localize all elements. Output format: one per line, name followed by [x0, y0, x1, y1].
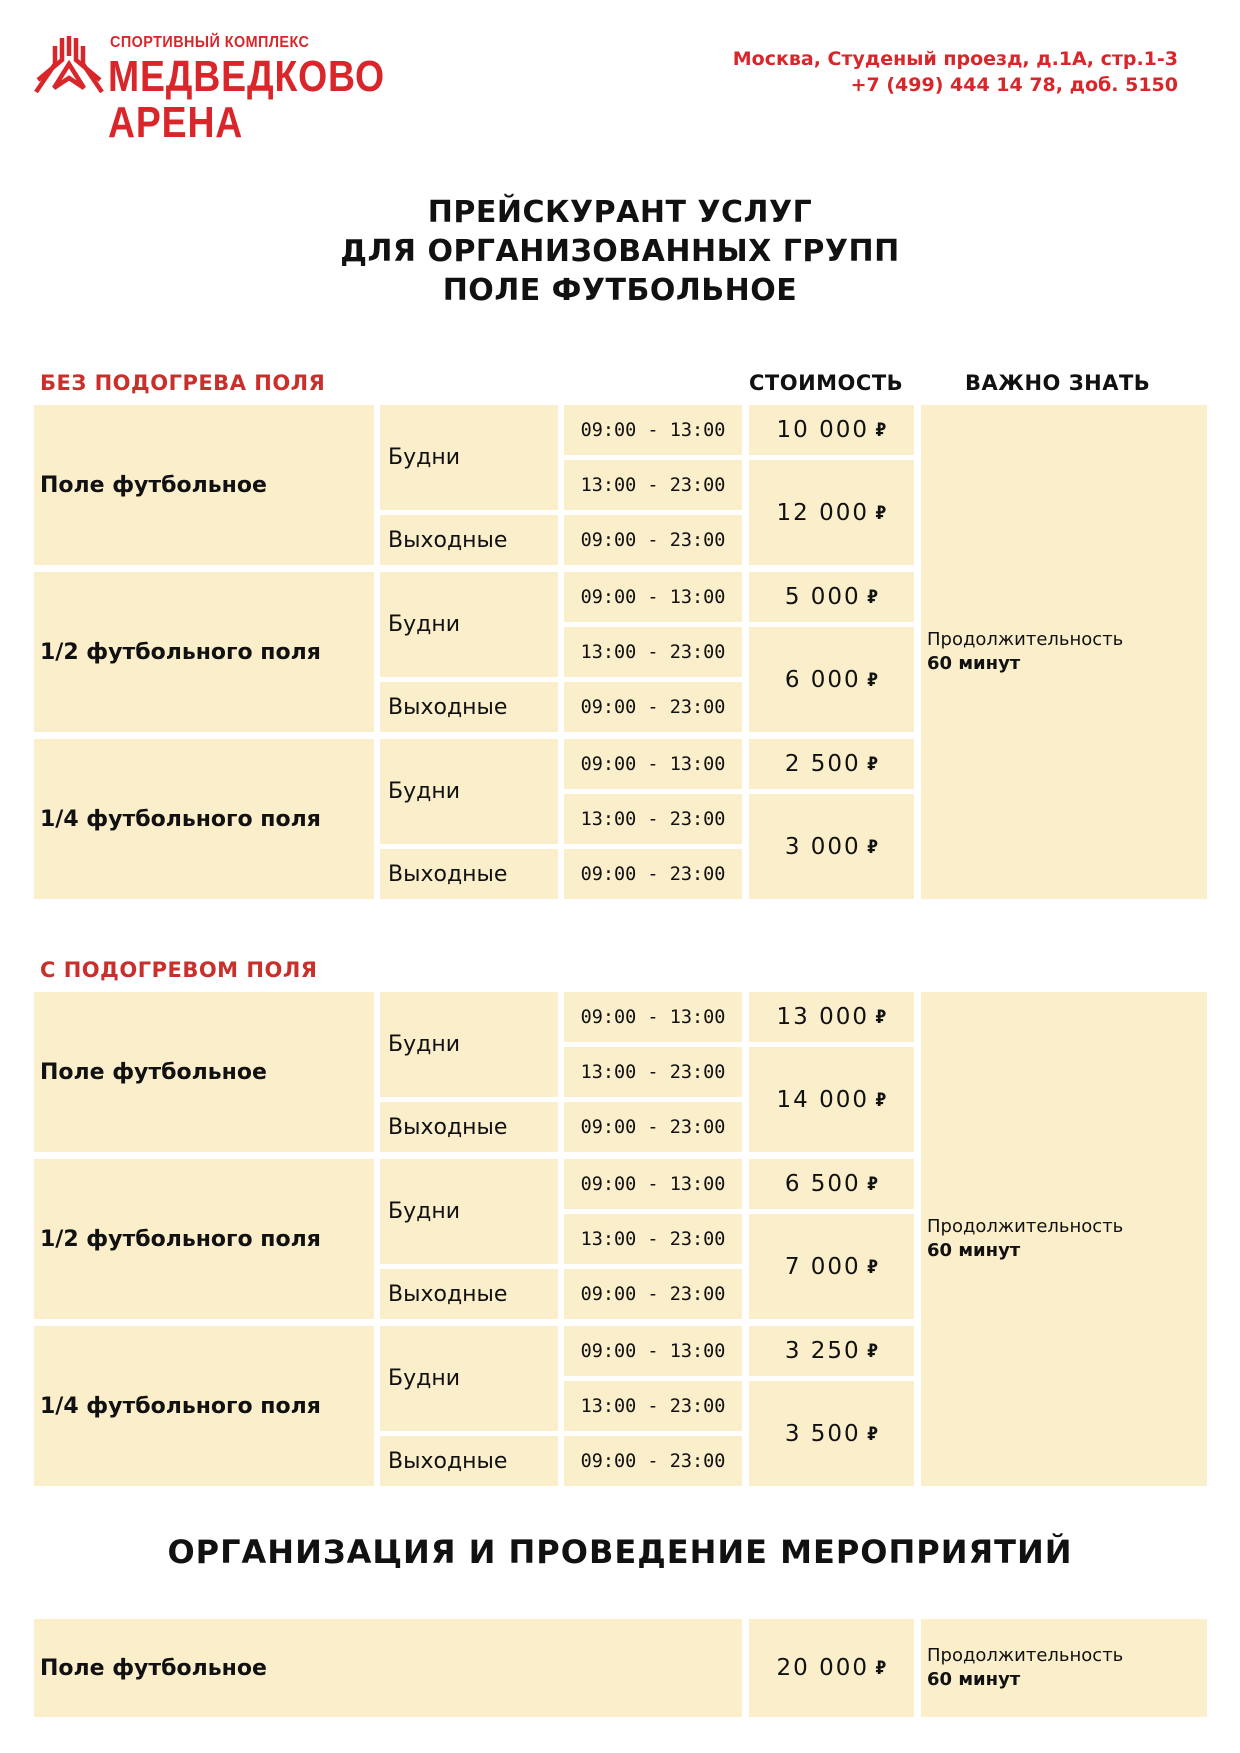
price-cell-morning: [749, 992, 914, 1042]
price-value: 10 000: [776, 417, 870, 443]
column-header-note: ВАЖНО ЗНАТЬ: [965, 371, 1151, 395]
day-cell-weekend: [380, 515, 558, 565]
price-value: 3 500: [784, 1420, 861, 1447]
title-line-3: ПОЛЕ ФУТБОЛЬНОЕ: [442, 273, 798, 308]
field-cell-half-text: 1/2 футбольного поля: [40, 1226, 321, 1252]
note-cell: [921, 405, 1207, 899]
event-price-cell: [749, 1619, 914, 1717]
price-cell-morning: [749, 1326, 914, 1376]
day-cell-weekdays-text: Будни: [388, 1199, 461, 1224]
field-cell-full-text: Поле футбольное: [40, 472, 267, 498]
logo-subtitle: СПОРТИВНЫЙ КОМПЛЕКС: [110, 34, 310, 51]
day-cell-weekend: [380, 1102, 558, 1152]
price-cell-rest: [749, 794, 914, 899]
time-cell-evening-text: 13:00 - 23:00: [580, 641, 726, 663]
price-value: 14 000: [776, 1086, 870, 1113]
time-cell-morning-text: 09:00 - 13:00: [580, 1340, 726, 1362]
day-cell-weekend-text: Выходные: [388, 527, 508, 553]
contacts: [733, 46, 1178, 98]
event-price-value: 20 000: [776, 1655, 870, 1681]
field-cell-full-text: Поле футбольное: [40, 1059, 267, 1085]
day-cell-weekend: [380, 849, 558, 899]
day-cell-weekend-text: Выходные: [388, 1448, 508, 1474]
price-cell-rest: [749, 1381, 914, 1486]
time-cell-evening-text: 13:00 - 23:00: [580, 808, 726, 830]
time-cell-allday-text: 09:00 - 23:00: [580, 696, 726, 718]
time-cell-evening-text: 13:00 - 23:00: [580, 1395, 726, 1417]
price-value: 5 000: [784, 584, 861, 610]
time-cell-morning: [564, 1326, 742, 1376]
price-value: 2 500: [784, 751, 861, 777]
page-title: [0, 193, 1240, 310]
time-cell-allday: [564, 682, 742, 732]
field-cell-quarter-text: 1/4 футбольного поля: [40, 1393, 321, 1419]
price-cell-rest: [749, 460, 914, 565]
ruble-icon: ₽: [866, 586, 879, 608]
note-value: 60 минут: [927, 653, 1021, 674]
field-cell-half: [34, 572, 374, 732]
time-cell-morning-text: 09:00 - 13:00: [580, 586, 726, 608]
time-cell-evening: [564, 460, 742, 510]
price-cell-rest: [749, 627, 914, 732]
note-cell: [921, 992, 1207, 1486]
time-cell-allday: [564, 1269, 742, 1319]
day-cell-weekend-text: Выходные: [388, 694, 508, 720]
price-value: 6 000: [784, 666, 861, 693]
price-cell-morning: [749, 739, 914, 789]
time-cell-evening-text: 13:00 - 23:00: [580, 1228, 726, 1250]
field-cell-quarter: [34, 739, 374, 899]
logo-name: МЕДВЕДКОВО АРЕНА: [108, 52, 385, 147]
time-cell-evening: [564, 1381, 742, 1431]
ruble-icon: ₽: [875, 1657, 887, 1679]
field-cell-quarter-text: 1/4 футбольного поля: [40, 806, 321, 832]
event-note-cell: [921, 1619, 1207, 1717]
field-cell-half-text: 1/2 футбольного поля: [40, 639, 321, 665]
time-cell-morning: [564, 1159, 742, 1209]
day-cell-weekend-text: Выходные: [388, 1114, 508, 1140]
time-cell-morning-text: 09:00 - 13:00: [580, 1006, 726, 1028]
price-value: 3 250: [784, 1338, 861, 1364]
section-label-heating: С ПОДОГРЕВОМ ПОЛЯ: [40, 958, 318, 982]
time-cell-allday-text: 09:00 - 23:00: [580, 529, 726, 551]
time-cell-allday-text: 09:00 - 23:00: [580, 1283, 726, 1305]
price-value: 6 500: [784, 1171, 861, 1197]
logo: [34, 34, 484, 147]
day-cell-weekdays: [380, 992, 558, 1097]
time-cell-allday-text: 09:00 - 23:00: [580, 1116, 726, 1138]
note-label: Продолжительность: [927, 1216, 1124, 1237]
time-cell-morning-text: 09:00 - 13:00: [580, 1173, 726, 1195]
time-cell-allday-text: 09:00 - 23:00: [580, 863, 726, 885]
field-cell-half: [34, 1159, 374, 1319]
note-value: 60 минут: [927, 1240, 1021, 1261]
time-cell-allday: [564, 515, 742, 565]
price-cell-morning: [749, 1159, 914, 1209]
time-cell-morning: [564, 405, 742, 455]
ruble-icon: ₽: [866, 1173, 879, 1195]
time-cell-morning: [564, 572, 742, 622]
time-cell-morning-text: 09:00 - 13:00: [580, 753, 726, 775]
day-cell-weekend: [380, 1436, 558, 1486]
time-cell-allday: [564, 1102, 742, 1152]
price-cell-rest: [749, 1214, 914, 1319]
price-cell-morning: [749, 572, 914, 622]
address: Москва, Студеный проезд, д.1А, стр.1-3: [732, 48, 1178, 70]
section-label-no-heating: БЕЗ ПОДОГРЕВА ПОЛЯ: [40, 371, 326, 395]
day-cell-weekdays-text: Будни: [388, 1366, 461, 1391]
ruble-icon: ₽: [866, 1340, 879, 1362]
price-cell-morning: [749, 405, 914, 455]
logo-emblem-icon: [34, 34, 104, 100]
title-line-1: ПРЕЙСКУРАНТ УСЛУГ: [427, 195, 813, 230]
ruble-icon: ₽: [875, 501, 887, 524]
day-cell-weekend: [380, 682, 558, 732]
ruble-icon: ₽: [866, 1422, 879, 1445]
time-cell-evening-text: 13:00 - 23:00: [580, 1061, 726, 1083]
day-cell-weekdays-text: Будни: [388, 612, 461, 637]
time-cell-allday-text: 09:00 - 23:00: [580, 1450, 726, 1472]
day-cell-weekdays: [380, 739, 558, 844]
ruble-icon: ₽: [866, 668, 879, 691]
price-value: 12 000: [776, 499, 870, 526]
note-label: Продолжительность: [927, 1645, 1124, 1666]
day-cell-weekdays: [380, 572, 558, 677]
time-cell-evening: [564, 627, 742, 677]
field-cell-full: [34, 405, 374, 565]
price-value: 7 000: [784, 1253, 861, 1280]
time-cell-evening: [564, 1047, 742, 1097]
ruble-icon: ₽: [866, 1255, 879, 1278]
field-cell-quarter: [34, 1326, 374, 1486]
time-cell-morning: [564, 739, 742, 789]
time-cell-evening: [564, 794, 742, 844]
price-cell-rest: [749, 1047, 914, 1152]
price-value: 13 000: [776, 1004, 870, 1030]
note-label: Продолжительность: [927, 629, 1124, 650]
ruble-icon: ₽: [866, 835, 879, 858]
price-value: 3 000: [784, 833, 861, 860]
column-header-price: СТОИМОСТЬ: [749, 371, 904, 395]
time-cell-morning-text: 09:00 - 13:00: [580, 419, 726, 441]
day-cell-weekdays: [380, 1159, 558, 1264]
note-value: 60 минут: [927, 1669, 1021, 1690]
day-cell-weekdays-text: Будни: [388, 445, 461, 470]
time-cell-evening-text: 13:00 - 23:00: [580, 474, 726, 496]
time-cell-allday: [564, 849, 742, 899]
field-cell-full: [34, 992, 374, 1152]
phone: +7 (499) 444 14 78, доб. 5150: [850, 74, 1178, 96]
ruble-icon: ₽: [875, 419, 887, 441]
ruble-icon: ₽: [866, 753, 879, 775]
time-cell-allday: [564, 1436, 742, 1486]
events-title: ОРГАНИЗАЦИЯ И ПРОВЕДЕНИЕ МЕРОПРИЯТИЙ: [167, 1533, 1073, 1571]
event-field-label: Поле футбольное: [40, 1655, 267, 1681]
day-cell-weekdays: [380, 405, 558, 510]
ruble-icon: ₽: [875, 1088, 887, 1111]
time-cell-morning: [564, 992, 742, 1042]
day-cell-weekend-text: Выходные: [388, 861, 508, 887]
day-cell-weekdays: [380, 1326, 558, 1431]
day-cell-weekend-text: Выходные: [388, 1281, 508, 1307]
ruble-icon: ₽: [875, 1006, 887, 1028]
time-cell-evening: [564, 1214, 742, 1264]
day-cell-weekdays-text: Будни: [388, 779, 461, 804]
title-line-2: ДЛЯ ОРГАНИЗОВАННЫХ ГРУПП: [340, 234, 900, 269]
day-cell-weekend: [380, 1269, 558, 1319]
day-cell-weekdays-text: Будни: [388, 1032, 461, 1057]
event-field-cell: [34, 1619, 742, 1717]
